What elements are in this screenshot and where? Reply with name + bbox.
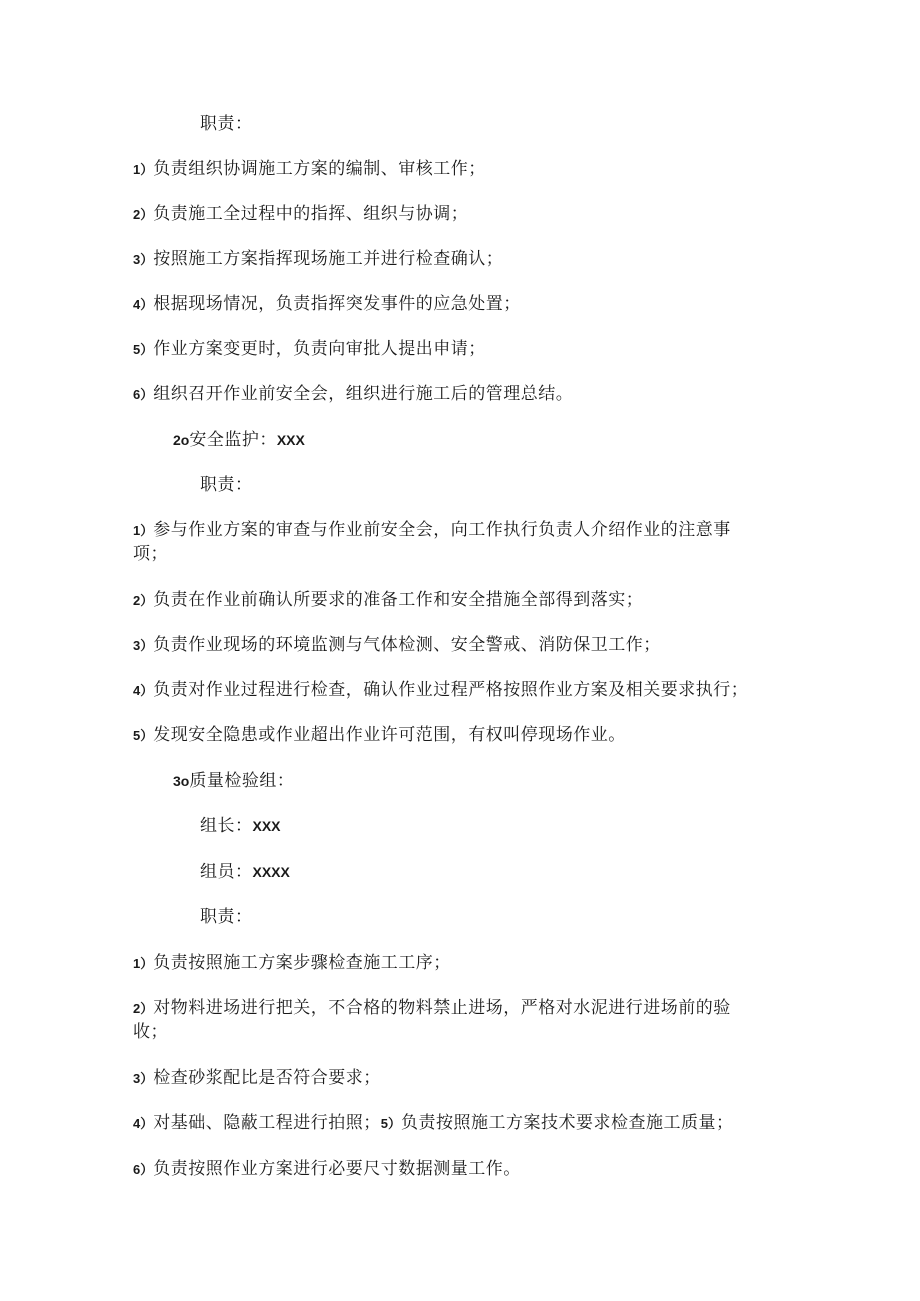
heading-name: XXX	[276, 432, 305, 448]
item-number: 6）	[133, 1162, 154, 1177]
member-name: XXXX	[252, 864, 290, 880]
list-item	[133, 158, 486, 181]
section-heading-safety	[173, 429, 305, 451]
list-item	[133, 338, 486, 361]
member-label: 组员：	[200, 862, 253, 882]
list-item	[133, 383, 573, 406]
list-item	[133, 519, 731, 542]
leader-label: 组长：	[200, 816, 253, 836]
item-text: 负责按照作业方案进行必要尺寸数据测量工作。	[153, 1159, 521, 1179]
group-members	[200, 861, 290, 883]
item-text: 负责组织协调施工方案的编制、审核工作；	[153, 159, 486, 179]
item-number: 6）	[133, 387, 154, 402]
item-text: 发现安全隐患或作业超出作业许可范围，有权叫停现场作业。	[153, 725, 626, 745]
heading-number: 2o	[173, 432, 190, 448]
item-text: 组织召开作业前安全会，组织进行施工后的管理总结。	[153, 384, 574, 404]
item-number: 3）	[133, 638, 154, 653]
list-item	[133, 679, 748, 702]
item-number: 2）	[133, 207, 154, 222]
item-text: 参与作业方案的审查与作业前安全会，向工作执行负责人介绍作业的注意事	[153, 520, 731, 540]
item-number: 1）	[133, 523, 154, 538]
duties-label: 职责：	[200, 475, 253, 495]
item-text: 负责作业现场的环境监测与气体检测、安全警戒、消防保卫工作；	[153, 635, 661, 655]
list-item	[133, 1067, 381, 1090]
item-number: 5）	[380, 1116, 401, 1131]
item-text: 按照施工方案指挥现场施工并进行检查确认；	[153, 249, 504, 269]
item-number: 3）	[133, 252, 154, 267]
duties-label: 职责：	[200, 114, 253, 134]
item-text: 根据现场情况，负责指挥突发事件的应急处置；	[153, 294, 521, 314]
list-item	[133, 1112, 733, 1135]
item-number: 5）	[133, 342, 154, 357]
heading-text: 安全监护：	[189, 430, 277, 450]
item-text: 负责施工全过程中的指挥、组织与协调；	[153, 204, 469, 224]
item-text: 对物料进场进行把关，不合格的物料禁止进场，严格对水泥进行进场前的验	[153, 998, 731, 1018]
item-text: 负责按照施工方案技术要求检查施工质量；	[400, 1113, 734, 1133]
list-item	[133, 293, 521, 316]
list-item	[133, 203, 468, 226]
item-text: 检查砂浆配比是否符合要求；	[153, 1068, 381, 1088]
item-number: 1）	[133, 162, 154, 177]
item-number: 4）	[133, 683, 154, 698]
item-text: 对基础、隐蔽工程进行拍照；	[153, 1113, 381, 1133]
item-number: 4）	[133, 297, 154, 312]
item-number: 5）	[133, 728, 154, 743]
list-item	[133, 248, 503, 271]
heading-text: 质量检验组：	[189, 771, 295, 791]
list-item	[133, 952, 451, 975]
list-item	[133, 997, 731, 1020]
item-number: 1）	[133, 956, 154, 971]
item-text: 负责对作业过程进行检查，确认作业过程严格按照作业方案及相关要求执行；	[153, 680, 749, 700]
list-item-continuation: 收；	[133, 1022, 168, 1042]
item-text: 负责在作业前确认所要求的准备工作和安全措施全部得到落实；	[153, 590, 644, 610]
list-item	[133, 589, 643, 612]
duties-label: 职责：	[200, 907, 253, 927]
item-number: 2）	[133, 593, 154, 608]
item-text: 负责按照施工方案步骤检查施工工序；	[153, 953, 451, 973]
item-number: 2）	[133, 1001, 154, 1016]
group-leader	[200, 815, 281, 837]
item-number: 3）	[133, 1071, 154, 1086]
leader-name: XXX	[252, 818, 281, 834]
item-number: 4）	[133, 1116, 154, 1131]
list-item	[133, 724, 626, 747]
item-text: 作业方案变更时，负责向审批人提出申请；	[153, 339, 486, 359]
heading-number: 3o	[173, 773, 190, 789]
list-item	[133, 1158, 521, 1181]
list-item	[133, 634, 661, 657]
list-item-continuation: 项；	[133, 544, 168, 564]
section-heading-quality	[173, 770, 294, 792]
